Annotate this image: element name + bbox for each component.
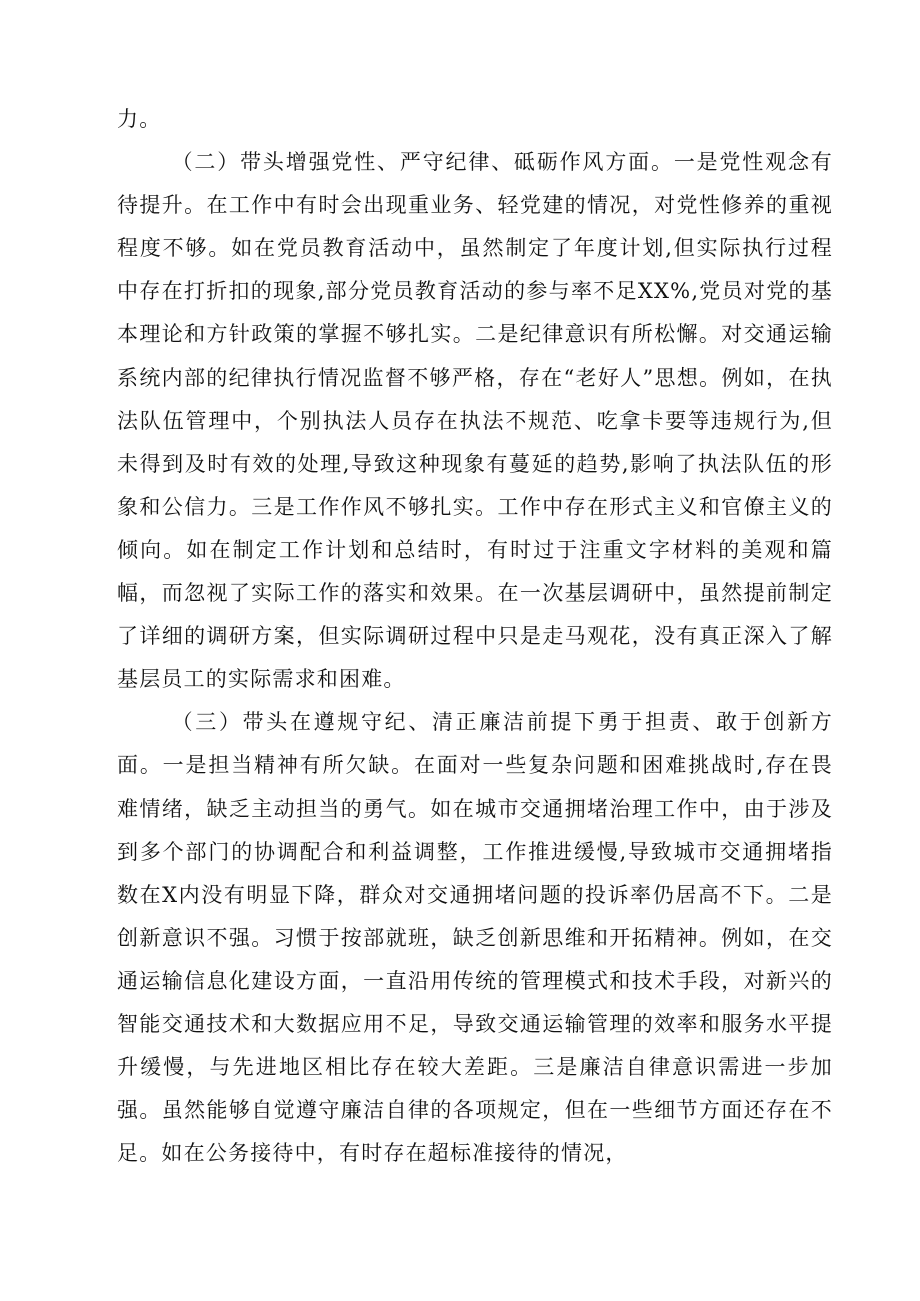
paragraph-section-two: （二）带头增强党性、严守纪律、砥砺作风方面。一是党性观念有待提升。在工作中有时会出现重业务、轻党建的情况，对党性修养的重视程度不够。如在党员教育活动中，虽然制定了年度计划,但实际执行过程中存在打折扣的现象,部分党员教育活动的参与率不足XX%,党员对党的基本理论和方针政策的掌握不够扎实。二是纪律意识有所松懈。对交通运输系统内部的纪律执行情况监督不够严格，存在“老好人”思想。例如，在执法队伍管理中，个别执法人员存在执法不规范、吃拿卡要等违规行为,但未得到及时有效的处理,导致这种现象有蔓延的趋势,影响了执法队伍的形象和公信力。三是工作作风不够扎实。工作中存在形式主义和官僚主义的倾向。如在制定工作计划和总结时，有时过于注重文字材料的美观和篇幅，而忽视了实际工作的落实和效果。在一次基层调研中，虽然提前制定了详细的调研方案，但实际调研过程中只是走马观花，没有真正深入了解基层员工的实际需求和困难。 (117, 150, 833, 692)
paragraph-section-three: （三）带头在遵规守纪、清正廉洁前提下勇于担责、敢于创新方面。一是担当精神有所欠缺。在面对一些复杂问题和困难挑战时,存在畏难情绪，缺乏主动担当的勇气。如在城市交通拥堵治理工作中，由于涉及到多个部门的协调配合和利益调整，工作推进缓慢,导致城市交通拥堵指数在X内没有明显下降，群众对交通拥堵问题的投诉率仍居高不下。二是创新意识不强。习惯于按部就班，缺乏创新思维和开拓精神。例如，在交通运输信息化建设方面，一直沿用传统的管理模式和技术手段，对新兴的智能交通技术和大数据应用不足，导致交通运输管理的效率和服务水平提升缓慢，与先进地区相比存在较大差距。三是廉洁自律意识需进一步加强。虽然能够自觉遵守廉洁自律的各项规定，但在一些细节方面还存在不足。如在公务接待中，有时存在超标准接待的情况， (117, 710, 833, 1166)
paragraph-continuation: 力。 (117, 107, 162, 131)
